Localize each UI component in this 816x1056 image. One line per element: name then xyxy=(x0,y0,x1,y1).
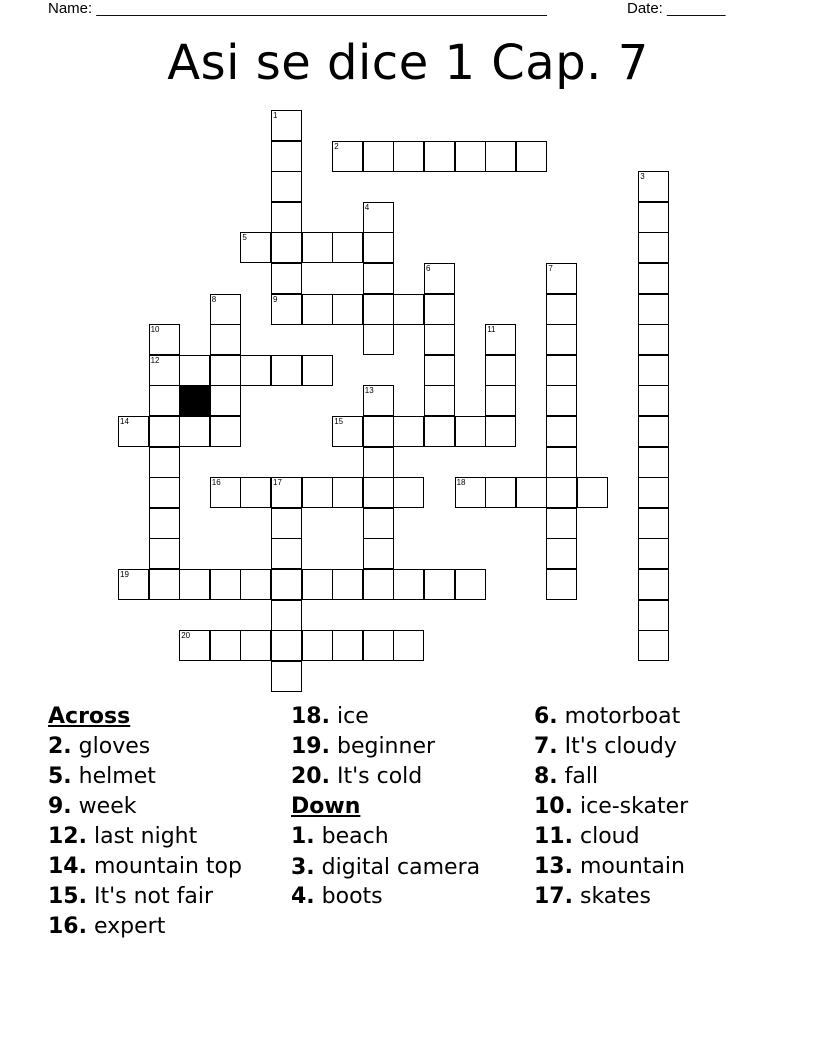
clue-number: 16 xyxy=(211,478,221,488)
grid-cell[interactable] xyxy=(179,416,210,447)
clue-down-1: 1. beach xyxy=(291,824,389,849)
grid-cell[interactable] xyxy=(638,355,669,386)
grid-cell[interactable] xyxy=(638,171,669,202)
grid-cell[interactable] xyxy=(210,630,241,661)
grid-cell[interactable] xyxy=(638,263,669,294)
clue-number: 19 xyxy=(120,570,129,579)
grid-cell[interactable] xyxy=(210,569,241,600)
grid-cell[interactable] xyxy=(546,385,577,416)
date-line[interactable]: _______ xyxy=(667,0,726,17)
grid-cell[interactable] xyxy=(363,416,394,447)
clue-number: 14 xyxy=(120,417,129,426)
clue-number: 12 xyxy=(150,355,160,365)
page-title: Asi se dice 1 Cap. 7 xyxy=(167,35,649,91)
clue-across-20: 20. It's cold xyxy=(291,764,423,789)
clue-down-10: 10. ice-skater xyxy=(534,794,689,819)
name-field xyxy=(48,0,547,18)
clue-across-14: 14. mountain top xyxy=(48,854,242,879)
grid-cell[interactable] xyxy=(424,294,455,325)
grid-cell[interactable] xyxy=(240,630,271,661)
date-field xyxy=(627,0,725,18)
clue-down-17: 17. skates xyxy=(534,884,651,909)
clue-across-16: 16. expert xyxy=(48,914,166,939)
grid-cell[interactable] xyxy=(302,569,333,600)
grid-cell[interactable] xyxy=(424,385,455,416)
grid-cell[interactable] xyxy=(302,355,333,386)
grid-cell[interactable] xyxy=(638,477,669,508)
grid-cell[interactable] xyxy=(546,508,577,539)
name-label: Name: xyxy=(48,0,93,17)
grid-cell[interactable] xyxy=(149,477,180,508)
grid-cell[interactable] xyxy=(546,569,577,600)
grid-cell[interactable] xyxy=(271,538,302,569)
grid-cell[interactable] xyxy=(271,110,302,141)
grid-cell[interactable] xyxy=(546,447,577,478)
clue-number: 17 xyxy=(273,478,282,488)
grid-cell[interactable] xyxy=(546,263,577,294)
clue-number: 13 xyxy=(364,386,374,396)
grid-cell[interactable] xyxy=(271,661,302,692)
clue-number: 4 xyxy=(364,202,370,212)
grid-cell[interactable] xyxy=(179,355,210,386)
clue-down-3: 3. digital camera xyxy=(291,855,481,880)
grid-cell[interactable] xyxy=(363,263,394,294)
date-label: Date: xyxy=(627,0,663,17)
clue-number: 11 xyxy=(487,325,496,335)
name-line[interactable]: ______________________________________________________ xyxy=(96,0,547,17)
grid-cell[interactable] xyxy=(424,324,455,355)
grid-cell[interactable] xyxy=(638,447,669,478)
grid-cell[interactable] xyxy=(424,141,455,172)
grid-cell[interactable] xyxy=(546,294,577,325)
grid-cell[interactable] xyxy=(210,294,241,325)
grid-cell[interactable] xyxy=(638,630,669,661)
grid-cell[interactable] xyxy=(271,171,302,202)
grid-cell[interactable] xyxy=(332,294,363,325)
grid-cell[interactable] xyxy=(210,385,241,416)
grid-cell[interactable] xyxy=(638,324,669,355)
grid-cell[interactable] xyxy=(546,324,577,355)
grid-cell[interactable] xyxy=(210,416,241,447)
grid-cell[interactable] xyxy=(393,630,424,661)
grid-cell[interactable] xyxy=(271,141,302,172)
grid-cell[interactable] xyxy=(179,569,210,600)
grid-cell[interactable] xyxy=(516,141,547,172)
grid-cell[interactable] xyxy=(149,569,180,600)
grid-cell[interactable] xyxy=(638,600,669,631)
grid-cell[interactable] xyxy=(638,538,669,569)
grid-cell[interactable] xyxy=(332,232,363,263)
grid-cell[interactable] xyxy=(393,141,424,172)
grid-cell[interactable] xyxy=(363,385,394,416)
grid-cell[interactable] xyxy=(332,416,363,447)
grid-cell[interactable] xyxy=(455,477,486,508)
grid-cell[interactable] xyxy=(149,508,180,539)
grid-cell[interactable] xyxy=(118,569,149,600)
clue-across-9: 9. week xyxy=(48,794,137,819)
grid-cell[interactable] xyxy=(638,232,669,263)
grid-cell[interactable] xyxy=(302,232,333,263)
grid-cell[interactable] xyxy=(485,477,516,508)
clue-number: 1 xyxy=(273,111,278,120)
clue-number: 10 xyxy=(150,325,160,335)
grid-cell[interactable] xyxy=(363,508,394,539)
grid-cell[interactable] xyxy=(271,263,302,294)
grid-cell[interactable] xyxy=(271,232,302,263)
grid-cell[interactable] xyxy=(485,141,516,172)
clue-across-12: 12. last night xyxy=(48,824,198,849)
grid-cell[interactable] xyxy=(332,141,363,172)
grid-cell[interactable] xyxy=(271,355,302,386)
grid-cell[interactable] xyxy=(240,569,271,600)
grid-cell[interactable] xyxy=(485,385,516,416)
grid-cell[interactable] xyxy=(455,416,486,447)
grid-cell[interactable] xyxy=(240,232,271,263)
clue-down-13: 13. mountain xyxy=(534,854,685,879)
grid-cell[interactable] xyxy=(577,477,608,508)
grid-cell[interactable] xyxy=(240,477,271,508)
clue-number: 6 xyxy=(426,264,431,273)
grid-cell[interactable] xyxy=(393,416,424,447)
grid-cell[interactable] xyxy=(424,355,455,386)
grid-cell[interactable] xyxy=(485,416,516,447)
clue-across-15: 15. It's not fair xyxy=(48,884,214,909)
grid-cell[interactable] xyxy=(363,294,394,325)
clue-down-7: 7. It's cloudy xyxy=(534,734,677,759)
grid-cell[interactable] xyxy=(149,416,180,447)
grid-cell[interactable] xyxy=(210,477,241,508)
grid-cell[interactable] xyxy=(363,630,394,661)
clue-number: 5 xyxy=(242,233,247,243)
grid-cell[interactable] xyxy=(393,477,424,508)
grid-cell[interactable] xyxy=(638,508,669,539)
grid-cell[interactable] xyxy=(546,538,577,569)
clue-column-2 xyxy=(291,702,531,912)
clue-across-18: 18. ice xyxy=(291,704,369,729)
grid-cell[interactable] xyxy=(271,477,302,508)
grid-cell[interactable] xyxy=(485,355,516,386)
grid-cell[interactable] xyxy=(271,630,302,661)
clue-across-19: 19. beginner xyxy=(291,734,436,759)
grid-cell[interactable] xyxy=(638,569,669,600)
clue-down-4: 4. boots xyxy=(291,884,383,909)
grid-cell[interactable] xyxy=(302,630,333,661)
grid-cell[interactable] xyxy=(363,477,394,508)
clue-across-2: 2. gloves xyxy=(48,734,151,759)
grid-cell[interactable] xyxy=(363,447,394,478)
grid-cell[interactable] xyxy=(546,416,577,447)
clue-down-11: 11. cloud xyxy=(534,824,640,849)
grid-cell[interactable] xyxy=(149,447,180,478)
grid-cell[interactable] xyxy=(546,477,577,508)
black-square xyxy=(179,385,210,416)
grid-cell[interactable] xyxy=(363,324,394,355)
grid-cell[interactable] xyxy=(393,569,424,600)
grid-cell[interactable] xyxy=(210,355,241,386)
grid-cell[interactable] xyxy=(363,538,394,569)
grid-cell[interactable] xyxy=(424,569,455,600)
grid-cell[interactable] xyxy=(149,538,180,569)
clue-column-3 xyxy=(534,702,774,912)
grid-cell[interactable] xyxy=(485,324,516,355)
grid-cell[interactable] xyxy=(455,141,486,172)
grid-cell[interactable] xyxy=(638,385,669,416)
grid-cell[interactable] xyxy=(210,324,241,355)
grid-cell[interactable] xyxy=(271,508,302,539)
grid-cell[interactable] xyxy=(424,416,455,447)
grid-cell[interactable] xyxy=(363,569,394,600)
grid-cell[interactable] xyxy=(516,477,547,508)
clue-number: 8 xyxy=(211,294,217,304)
clue-number: 2 xyxy=(334,141,339,151)
grid-cell[interactable] xyxy=(546,355,577,386)
grid-cell[interactable] xyxy=(271,600,302,631)
grid-cell[interactable] xyxy=(271,294,302,325)
down-heading: Down xyxy=(291,794,361,819)
grid-cell[interactable] xyxy=(363,141,394,172)
grid-cell[interactable] xyxy=(179,630,210,661)
grid-cell[interactable] xyxy=(149,385,180,416)
across-heading: Across xyxy=(48,704,131,729)
grid-cell[interactable] xyxy=(455,569,486,600)
clue-down-6: 6. motorboat xyxy=(534,704,681,729)
clue-across-5: 5. helmet xyxy=(48,764,156,789)
grid-cell[interactable] xyxy=(638,294,669,325)
clue-number: 3 xyxy=(640,172,645,182)
grid-cell[interactable] xyxy=(363,232,394,263)
grid-cell[interactable] xyxy=(240,355,271,386)
grid-cell[interactable] xyxy=(302,294,333,325)
grid-cell[interactable] xyxy=(332,569,363,600)
grid-cell[interactable] xyxy=(332,477,363,508)
clue-number: 7 xyxy=(548,264,553,273)
clue-down-8: 8. fall xyxy=(534,764,599,789)
clue-number: 9 xyxy=(273,294,278,304)
clue-number: 15 xyxy=(334,417,344,426)
grid-cell[interactable] xyxy=(393,294,424,325)
grid-cell[interactable] xyxy=(332,630,363,661)
clue-number: 20 xyxy=(181,631,191,641)
grid-cell[interactable] xyxy=(302,477,333,508)
grid-cell[interactable] xyxy=(638,416,669,447)
clue-number: 18 xyxy=(456,478,466,488)
grid-cell[interactable] xyxy=(271,569,302,600)
grid-cell[interactable] xyxy=(424,263,455,294)
grid-cell[interactable] xyxy=(638,202,669,233)
grid-cell[interactable] xyxy=(149,355,180,386)
grid-cell[interactable] xyxy=(149,324,180,355)
clue-column-1 xyxy=(48,702,288,942)
grid-cell[interactable] xyxy=(271,202,302,233)
grid-cell[interactable] xyxy=(118,416,149,447)
grid-cell[interactable] xyxy=(363,202,394,233)
